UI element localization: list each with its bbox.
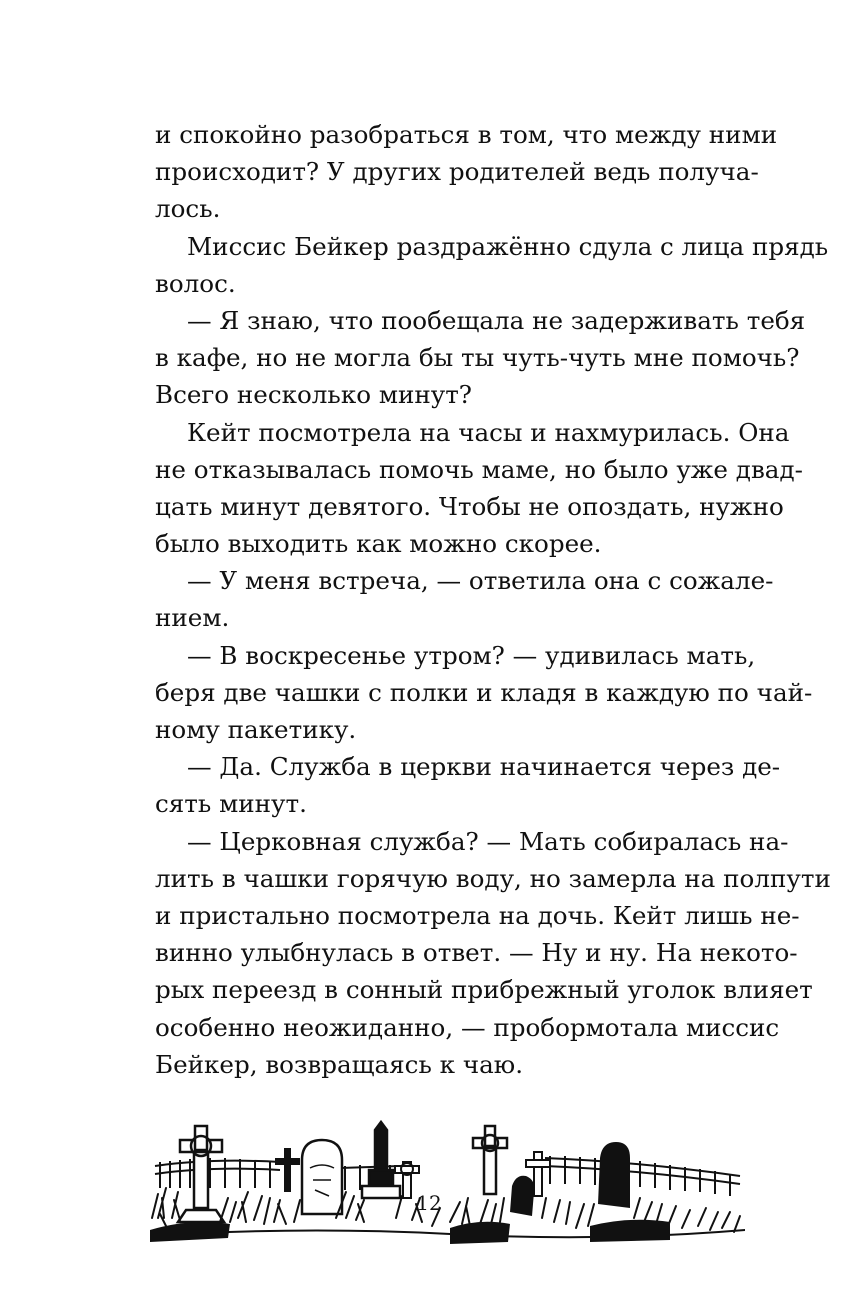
text-line: — У меня встреча, — ответила она с сожале- xyxy=(187,566,774,596)
text-line: цать минут девятого. Чтобы не опоздать, нужно xyxy=(155,491,784,521)
celtic-cross-icon xyxy=(178,1126,224,1222)
text-line: беря две чашки с полки и кладя в каждую по чай- xyxy=(155,677,813,707)
fence-right xyxy=(545,1156,740,1196)
fence-left xyxy=(155,1158,280,1188)
text-line: нием. xyxy=(155,603,230,633)
text-line: Миссис Бейкер раздражённо сдула с лица прядь xyxy=(187,231,829,261)
text-line: Кейт посмотрела на часы и нахмурилась. Она xyxy=(187,417,790,447)
page-number: 12 xyxy=(416,1191,442,1215)
obelisk-icon xyxy=(362,1122,400,1198)
text-line: — Да. Служба в церкви начинается через де- xyxy=(187,752,781,782)
text-line: было выходить как можно скорее. xyxy=(155,529,602,559)
celtic-cross-right-icon xyxy=(473,1126,507,1194)
text-line: — Церковная служба? — Мать собиралась на- xyxy=(187,826,789,856)
text-line: сять минут. xyxy=(155,789,307,819)
large-dark-headstone-icon xyxy=(598,1142,630,1208)
text-line: рых переезд в сонный прибрежный уголок влияет xyxy=(155,975,813,1005)
text-line: Бейкер, возвращаясь к чаю. xyxy=(155,1049,524,1079)
text-line: винно улыбнулась в ответ. — Ну и ну. На некото- xyxy=(155,938,798,968)
text-line: и пристально посмотрела на дочь. Кейт лишь не- xyxy=(155,900,800,930)
text-line: волос. xyxy=(155,268,236,298)
graveyard-illustration xyxy=(150,1118,745,1248)
text-line: и спокойно разобраться в том, что между ними xyxy=(155,120,778,149)
text-line: — В воскресенье утром? — удивилась мать, xyxy=(187,640,756,670)
page-body-text xyxy=(155,116,831,1083)
headstone-icon xyxy=(302,1140,342,1214)
text-line: лить в чашки горячую воду, но замерла на полпути xyxy=(155,863,831,893)
text-line: Всего несколько минут? xyxy=(155,380,472,410)
dark-headstone-icon xyxy=(510,1176,534,1216)
text-line: происходит? У других родителей ведь получа- xyxy=(155,157,759,187)
text-line: лось. xyxy=(155,194,221,224)
text-line: особенно неожиданно, — пробормотала миссис xyxy=(155,1012,780,1042)
text-line: ному пакетику. xyxy=(155,715,357,744)
text-line: в кафе, но не могла бы ты чуть-чуть мне помочь? xyxy=(155,343,800,373)
text-line: — Я знаю, что пообещала не задерживать тебя xyxy=(187,305,806,335)
text-line: не отказывалась помочь маме, но было уже двад- xyxy=(155,454,803,484)
